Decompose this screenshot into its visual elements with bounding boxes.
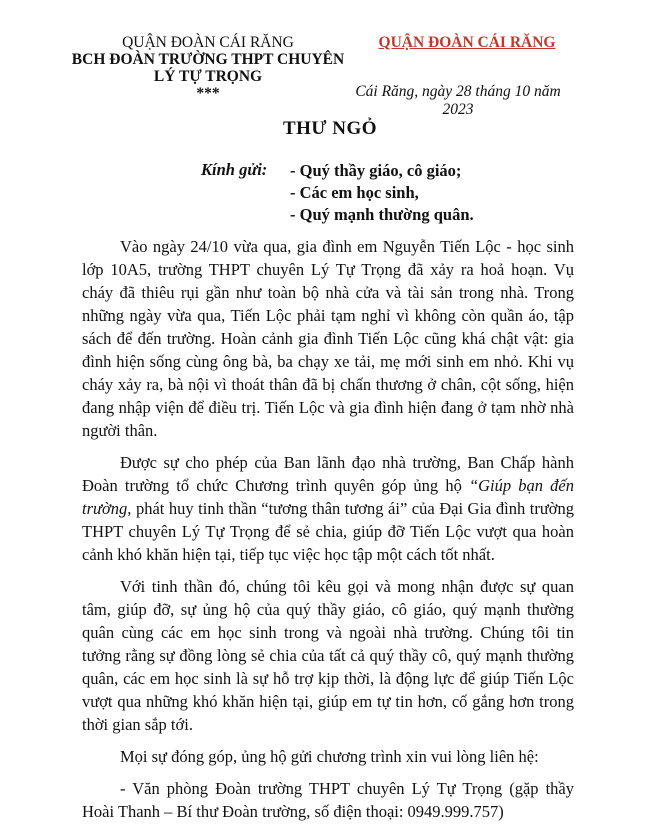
letter-title: THƯ NGỎ [282,118,378,139]
org-header-right [372,34,562,51]
recipient-item: - Quý thầy giáo, cô giáo; [290,161,462,180]
issuer-block [58,34,358,102]
issuer-stars: *** [196,85,220,102]
program-name: “Giúp bạn đến trường, [82,476,574,518]
recipient-item: - Các em học sinh, [290,183,419,202]
issuer-org-line2: LÝ TỰ TRỌNG [153,68,263,85]
greeting-label: Kính gửi: [201,160,268,179]
contact-item: - Văn phòng Đoàn trường THPT chuyên Lý Tự Trọng (gặp thầy Hoài Thanh – Bí thư Đoàn trường, số điện thoại: 0949.999.757) [82,779,574,821]
issuer-org-line1: BCH ĐOÀN TRƯỜNG THPT CHUYÊN [71,51,345,68]
recipient-item: - Quý mạnh thường quân. [290,205,474,224]
program-text-start: Được sự cho phép của Ban lãnh đạo nhà trường, Ban Chấp hành Đoàn trường tổ chức Chương trình quyên góp ủng hộ [82,453,574,495]
date-line: Cái Răng, ngày 28 tháng 10 năm 2023 [355,83,561,118]
paragraph-incident: Vào ngày 24/10 vừa qua, gia đình em Nguyễn Tiến Lộc - học sinh lớp 10A5, trường THPT chuyên Lý Tự Trọng đã xảy ra hoả hoạn. Vụ cháy đã thiêu rụi gần như toàn bộ nhà cửa và tài sản trong nhà. Trong những ngày vừa qua, Tiến Lộc phải tạm nghỉ vì không còn quần áo, tập sách để đến trường. Hoàn cảnh gia đình Tiến Lộc cũng khá chật vật: gia đình hiện sống cùng ông bà, ba chạy xe tải, mẹ mới sinh em nhỏ. Khi vụ cháy xảy ra, bà nội vì thoát thân đã bị chấn thương ở chân, cột sống, hiện đang nhập viện để điều trị. Tiến Lộc và gia đình hiện đang ở tạm nhờ nhà người thân. [82,237,574,440]
org-name-red: QUẬN ĐOÀN CÁI RĂNG [378,34,556,51]
paragraph-appeal: Với tinh thần đó, chúng tôi kêu gọi và mong nhận được sự quan tâm, giúp đỡ, sự ủng hộ của quý thầy giáo, cô giáo, quý mạnh thường quân cùng các em học sinh trong và ngoài nhà trường. Chúng tôi tin tưởng rằng sự đồng lòng sẻ chia của tất cả quý thầy cô, quý mạnh thường quân, các em học sinh là sự hỗ trợ kịp thời, là động lực để giúp Tiến Lộc vượt qua những khó khăn hiện tại, giúp em tự tin hơn, cố gắng hơn trong thời gian sắp tới. [82,577,574,734]
issuer-parent-org: QUẬN ĐOÀN CÁI RĂNG [122,34,294,51]
letter-body [82,235,574,832]
program-text-end: phát huy tinh thần “tương thân tương ái” của Đại Gia đình trường THPT chuyên Lý Tự Trọng để sẻ chia, giúp đỡ Tiến Lộc vượt qua hoàn cảnh khó khăn hiện tại, tiếp tục việc học tập một cách tốt nhất. [82,499,574,564]
recipient-list [290,160,474,226]
paragraph-contact-intro: Mọi sự đóng góp, ủng hộ gửi chương trình xin vui lòng liên hệ: [120,747,539,766]
paragraph-program [82,451,574,566]
